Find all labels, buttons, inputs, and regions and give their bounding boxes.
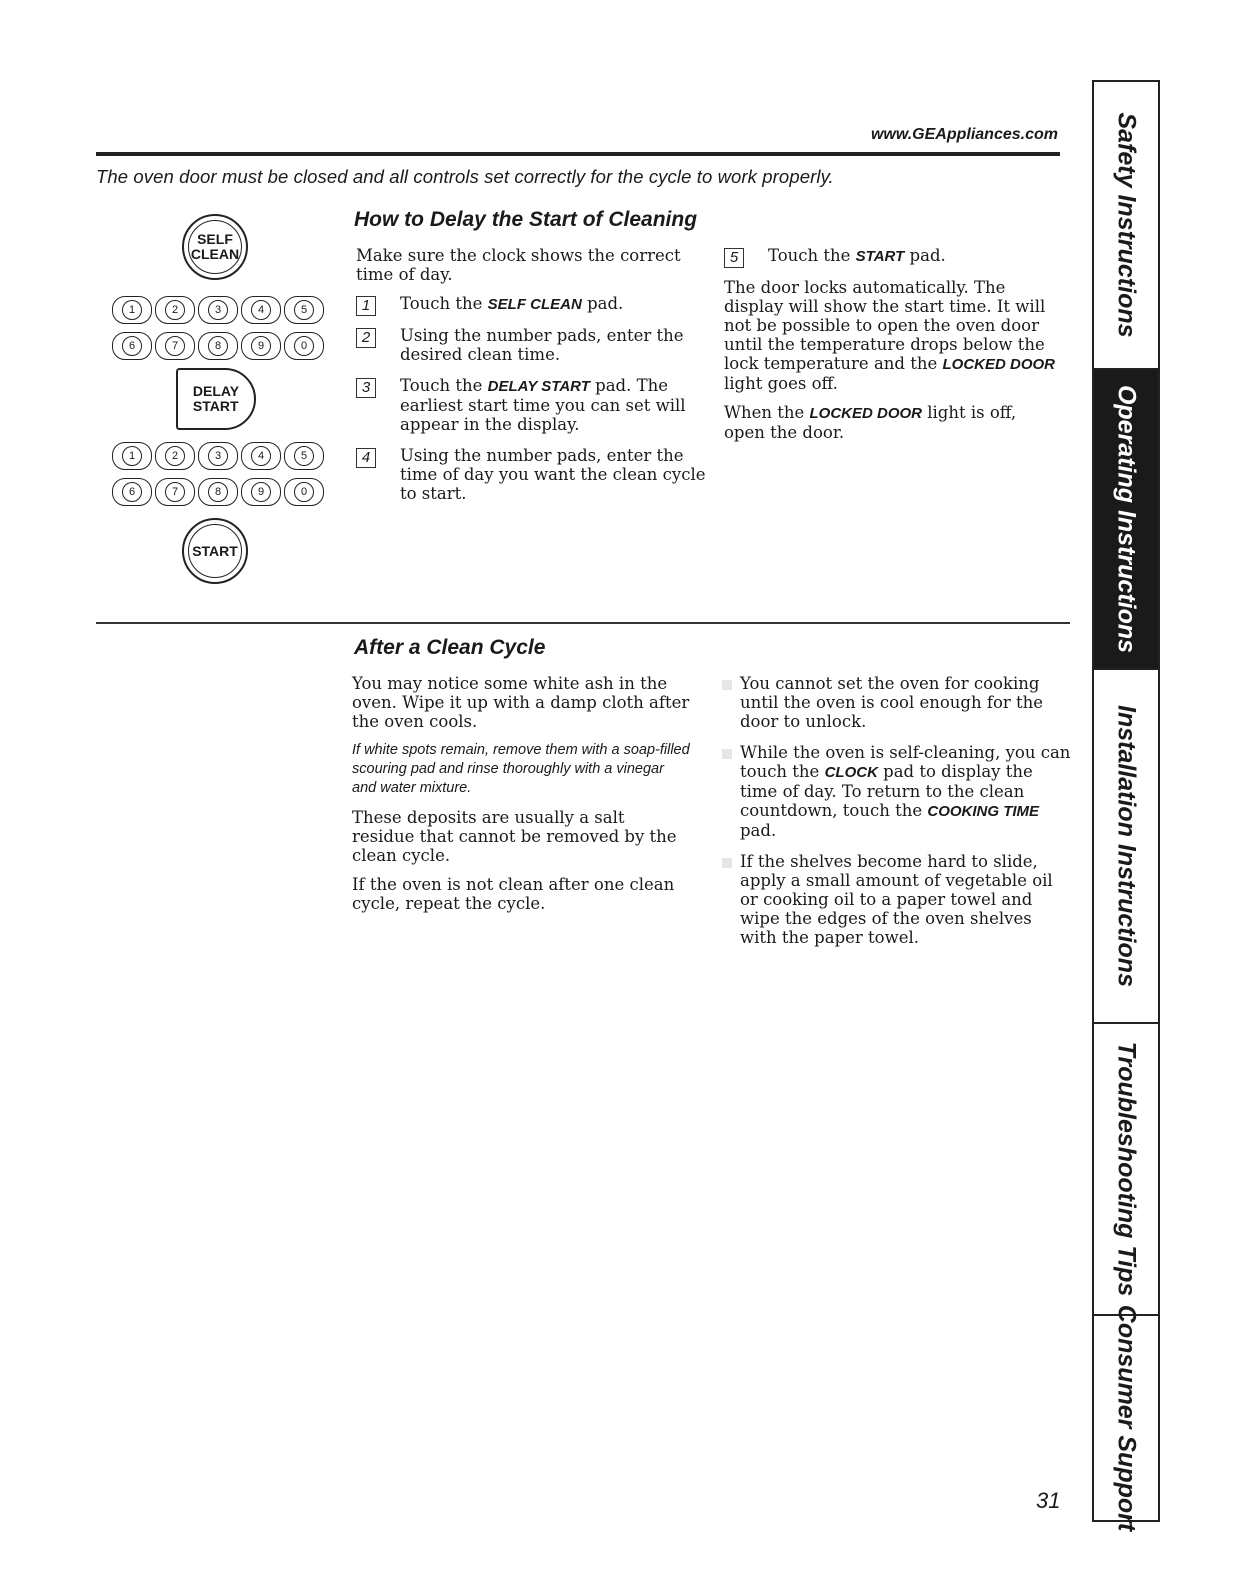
white-spots-note: If white spots remain, remove them with a soap-filled scouring pad and rinse thoroughly with a vinegar and water mixture. bbox=[352, 742, 690, 796]
header-rule bbox=[96, 152, 1060, 156]
number-key: 2 bbox=[155, 442, 195, 470]
step-5: 5 Touch the START pad. bbox=[724, 246, 1058, 266]
number-key: 7 bbox=[155, 332, 195, 360]
step-number: 1 bbox=[356, 296, 376, 316]
door-lock-paragraph: The door locks automatically. The display will show the start time. It will not be possible to open the oven door until the temperature drops below the lock temperature and the LOCKED DOOR light goes off. bbox=[724, 278, 1055, 393]
start-key: START bbox=[182, 518, 248, 584]
tab-operating-instructions[interactable]: Operating Instructions bbox=[1094, 370, 1158, 670]
number-keys-row bbox=[112, 478, 327, 506]
number-key: 9 bbox=[241, 332, 281, 360]
number-key: 5 bbox=[284, 296, 324, 324]
number-keys-row bbox=[112, 442, 327, 470]
delay-steps-column bbox=[356, 246, 706, 515]
number-key: 5 bbox=[284, 442, 324, 470]
number-key: 3 bbox=[198, 442, 238, 470]
number-key: 6 bbox=[112, 332, 152, 360]
number-key: 7 bbox=[155, 478, 195, 506]
step-number: 5 bbox=[724, 248, 744, 268]
ash-paragraph: You may notice some white ash in the oven. Wipe it up with a damp cloth after the oven cools. bbox=[352, 674, 690, 731]
open-door-paragraph: When the LOCKED DOOR light is off, open the door. bbox=[724, 403, 1017, 442]
step-number: 3 bbox=[356, 378, 376, 398]
number-keys-row bbox=[112, 296, 327, 324]
after-right-column bbox=[722, 674, 1072, 959]
number-key: 8 bbox=[198, 332, 238, 360]
tab-safety-instructions[interactable]: Safety Instructions bbox=[1094, 82, 1158, 370]
number-key: 6 bbox=[112, 478, 152, 506]
after-section-title: After a Clean Cycle bbox=[354, 636, 546, 659]
number-keys-row bbox=[112, 332, 327, 360]
step-3: 3 Touch the DELAY START pad. The earliest start time you can set will appear in the display. bbox=[356, 376, 706, 434]
delay-start-key: DELAY START bbox=[176, 368, 256, 430]
number-key: 1 bbox=[112, 296, 152, 324]
delay-intro: Make sure the clock shows the correct time of day. bbox=[356, 246, 681, 284]
step-1: 1 Touch the SELF CLEAN pad. bbox=[356, 294, 706, 314]
step-number: 2 bbox=[356, 328, 376, 348]
delay-section-title: How to Delay the Start of Cleaning bbox=[354, 208, 698, 231]
number-key: 4 bbox=[241, 442, 281, 470]
self-clean-key: SELF CLEAN bbox=[182, 214, 248, 280]
number-key: 3 bbox=[198, 296, 238, 324]
deposits-paragraph: These deposits are usually a salt residue that cannot be removed by the clean cycle. bbox=[352, 808, 677, 865]
tab-consumer-support[interactable]: Consumer Support bbox=[1112, 1304, 1141, 1532]
step-number: 4 bbox=[356, 448, 376, 468]
bullet-cool-down: You cannot set the oven for cooking until the oven is cool enough for the door to unlock. bbox=[722, 674, 1072, 731]
bullet-shelves: If the shelves become hard to slide, apply a small amount of vegetable oil or cooking oil to a paper towel and wipe the edges of the oven shelves with the paper towel. bbox=[722, 852, 1072, 947]
number-key: 1 bbox=[112, 442, 152, 470]
number-key: 9 bbox=[241, 478, 281, 506]
website-url[interactable]: www.GEAppliances.com bbox=[870, 126, 1058, 143]
section-tabs bbox=[1092, 80, 1160, 1532]
door-notice: The oven door must be closed and all controls set correctly for the cycle to work properly. bbox=[96, 166, 834, 187]
number-key: 0 bbox=[284, 332, 324, 360]
number-key: 0 bbox=[284, 478, 324, 506]
page-number: 31 bbox=[1036, 1488, 1061, 1513]
repeat-cycle-paragraph: If the oven is not clean after one clean cycle, repeat the cycle. bbox=[352, 875, 675, 913]
after-left-column bbox=[352, 674, 692, 923]
tab-troubleshooting-tips[interactable]: Troubleshooting Tips bbox=[1094, 1024, 1158, 1316]
number-key: 2 bbox=[155, 296, 195, 324]
tab-installation-instructions[interactable]: Installation Instructions bbox=[1094, 670, 1158, 1024]
step-2: 2 Using the number pads, enter the desired clean time. bbox=[356, 326, 706, 364]
number-key: 4 bbox=[241, 296, 281, 324]
delay-right-column bbox=[724, 246, 1058, 452]
section-divider bbox=[96, 622, 1070, 624]
bullet-clock: While the oven is self-cleaning, you can touch the CLOCK pad to display the time of day. To return to the clean countdown, touch the COOKING TIME pad. bbox=[722, 743, 1072, 840]
step-4: 4 Using the number pads, enter the time of day you want the clean cycle to start. bbox=[356, 446, 706, 503]
number-key: 8 bbox=[198, 478, 238, 506]
